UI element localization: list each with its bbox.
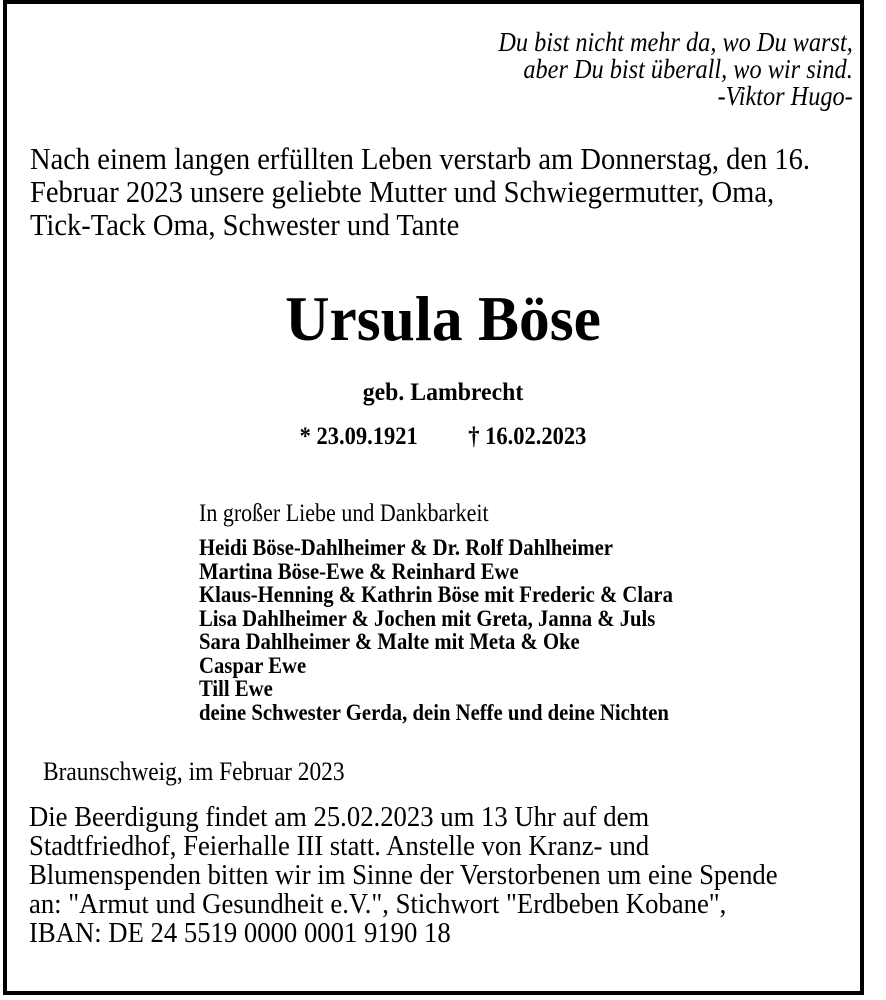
mourner-line: Heidi Böse-Dahlheimer & Dr. Rolf Dahlheimer (199, 535, 613, 560)
mourner-line: Till Ewe (199, 676, 273, 701)
birth-date: * 23.09.1921 (299, 423, 418, 450)
funeral-line: Die Beerdigung findet am 25.02.2023 um 13 Uhr auf dem (29, 801, 650, 833)
mourner-line: Lisa Dahlheimer & Jochen mit Greta, Janna & Juls (199, 605, 656, 631)
funeral-line: IBAN: DE 24 5519 0000 0001 9190 18 (29, 917, 451, 949)
announcement-line: Tick-Tack Oma, Schwester und Tante (30, 207, 460, 242)
funeral-line: Stadtfriedhof, Feierhalle III statt. Anstelle von Kranz- und (29, 830, 650, 862)
place-and-date: Braunschweig, im Februar 2023 (43, 757, 345, 786)
mourner-line: Klaus-Henning & Kathrin Böse mit Frederic & Clara (199, 582, 673, 607)
quote-line: aber Du bist überall, wo wir sind. (523, 54, 853, 84)
mourner-line: deine Schwester Gerda, dein Neffe und deine Nichten (199, 699, 669, 725)
announcement-text (30, 142, 810, 241)
quote-attribution: -Viktor Hugo- (717, 81, 853, 111)
memorial-quote (499, 29, 853, 110)
closing-salutation: In großer Liebe und Dankbarkeit (199, 500, 489, 527)
funeral-line: an: "Armut und Gesundheit e.V.", Stichwort "Erdbeben Kobane", (29, 888, 727, 920)
mourner-line: Martina Böse-Ewe & Reinhard Ewe (199, 558, 519, 584)
announcement-line: Nach einem langen erfüllten Leben verstarb am Donnerstag, den 16. (30, 141, 811, 176)
mourner-line: Caspar Ewe (199, 652, 307, 678)
announcement-line: Februar 2023 unsere geliebte Mutter und Schwiegermutter, Oma, (30, 174, 775, 209)
life-dates (44, 423, 841, 451)
funeral-info (29, 803, 778, 948)
quote-line: Du bist nicht mehr da, wo Du warst, (498, 27, 853, 57)
death-date: † 16.02.2023 (468, 423, 587, 450)
maiden-name: geb. Lambrecht (362, 379, 524, 406)
funeral-line: Blumenspenden bitten wir im Sinne der Verstorbenen um eine Spende (29, 859, 778, 891)
deceased-name: Ursula Böse (285, 283, 601, 354)
mourner-line: Sara Dahlheimer & Malte mit Meta & Oke (199, 629, 580, 654)
mourners-list (199, 536, 673, 724)
